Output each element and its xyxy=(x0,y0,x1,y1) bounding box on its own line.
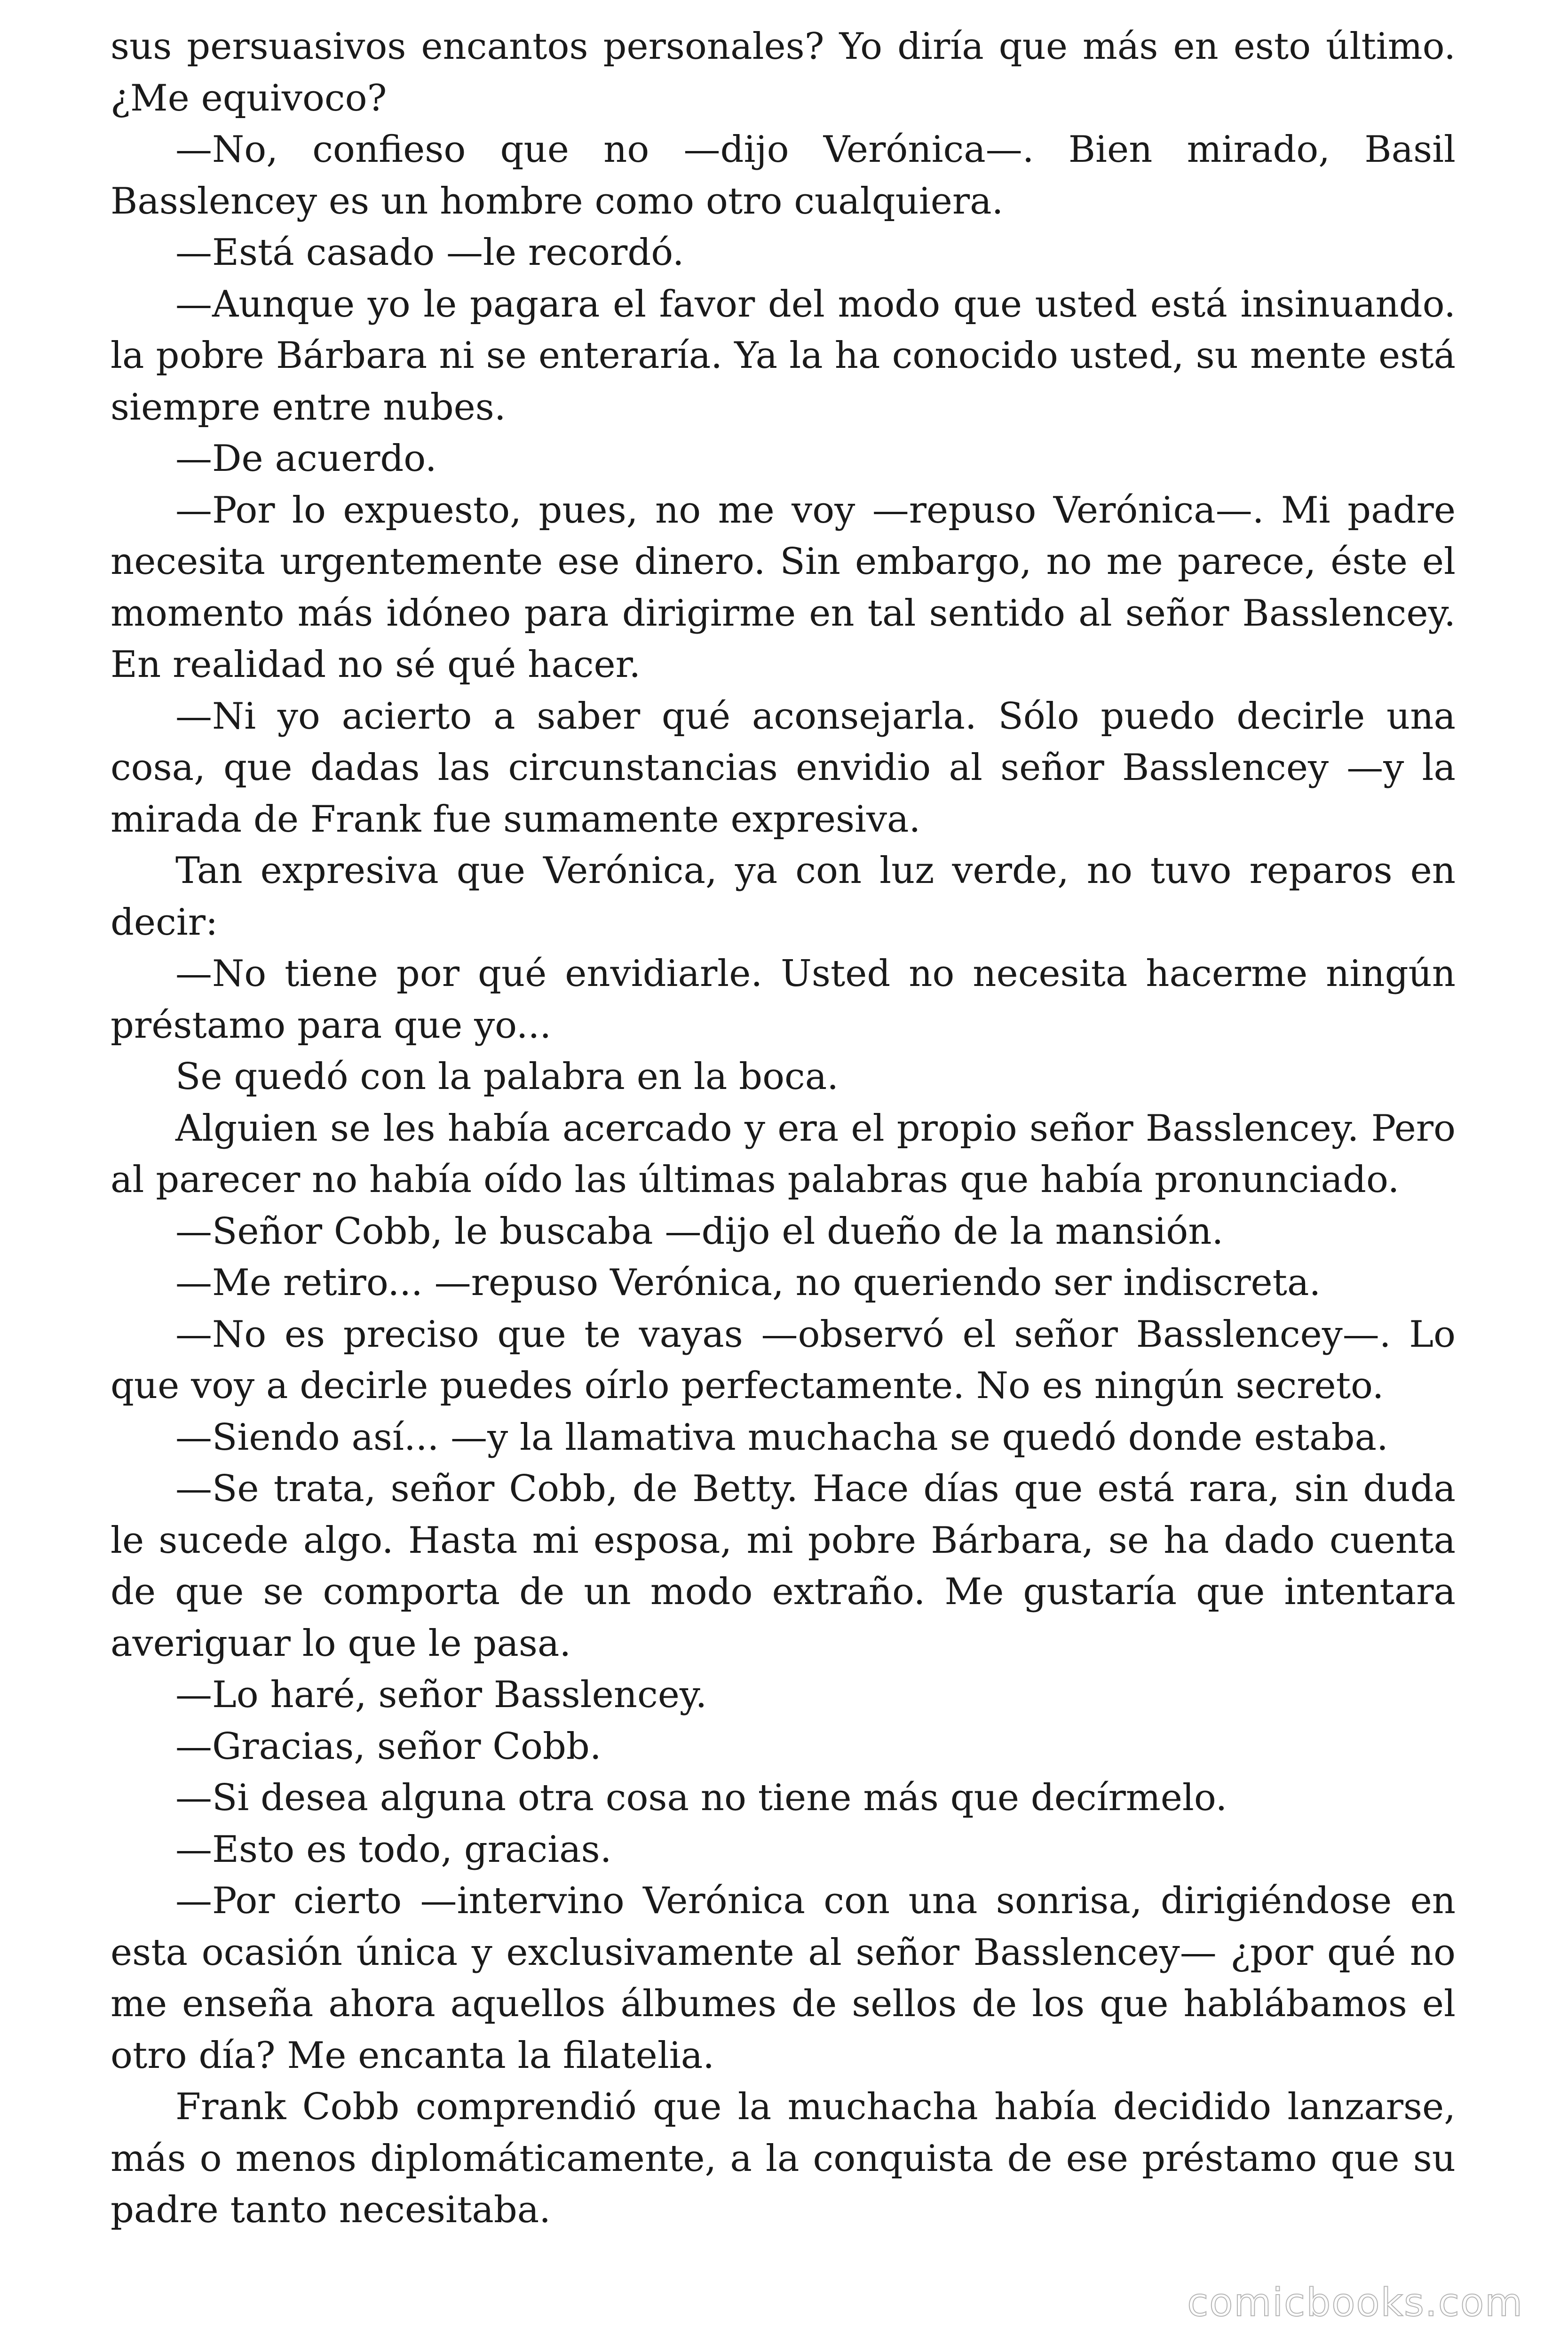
paragraph: —Si desea alguna otra cosa no tiene más que decírmelo. xyxy=(175,1777,1227,1819)
paragraph: —De acuerdo. xyxy=(175,437,437,480)
paragraph: —Lo haré, señor Basslencey. xyxy=(175,1674,707,1716)
paragraph: —No tiene por qué envidiarle. Usted no necesita hacerme ningún préstamo para que yo... xyxy=(111,953,1456,1047)
paragraph: sus persuasivos encantos personales? Yo diría que más en esto último. ¿Me equivoco? xyxy=(111,25,1456,119)
paragraph: —Se trata, señor Cobb, de Betty. Hace días que está rara, sin duda le sucede algo. Hasta mi esposa, mi pobre Bárbara, se ha dado cuenta de que se comporta de un modo extraño. Me gustaría que intentara averiguar lo que le pasa. xyxy=(111,1468,1456,1665)
paragraph: —Siendo así... —y la llamativa muchacha se quedó donde estaba. xyxy=(175,1416,1388,1459)
paragraph: Alguien se les había acercado y era el propio señor Basslencey. Pero al parecer no había oído las últimas palabras que había pronunciado. xyxy=(111,1107,1456,1201)
paragraph: —Está casado —le recordó. xyxy=(175,231,684,274)
paragraph: Se quedó con la palabra en la boca. xyxy=(175,1056,839,1098)
paragraph: —Gracias, señor Cobb. xyxy=(175,1725,602,1768)
paragraph: —Por cierto —intervino Verónica con una sonrisa, dirigiéndose en esta ocasión única y exclusivamente al señor Basslencey— ¿por qué no me enseña ahora aquellos álbumes de sellos de los que hablábamos el otro día? Me encanta la filatelia. xyxy=(111,1880,1456,2077)
paragraph: —Esto es todo, gracias. xyxy=(175,1828,612,1871)
page-text xyxy=(111,21,1456,2236)
watermark: comicbooks.com xyxy=(1187,2280,1523,2325)
paragraph: Tan expresiva que Verónica, ya con luz verde, no tuvo reparos en decir: xyxy=(111,850,1456,944)
paragraph: —Me retiro... —repuso Verónica, no queriendo ser indiscreta. xyxy=(175,1262,1321,1304)
paragraph: Frank Cobb comprendió que la muchacha había decidido lanzarse, más o menos diplomáticamente, a la conquista de ese préstamo que su padre tanto necesitaba. xyxy=(111,2086,1456,2231)
paragraph: —Ni yo acierto a saber qué aconsejarla. Sólo puedo decirle una cosa, que dadas las circunstancias envidio al señor Basslencey —y la mirada de Frank fue sumamente expresiva. xyxy=(111,695,1456,841)
paragraph: —Aunque yo le pagara el favor del modo que usted está insinuando. la pobre Bárbara ni se enteraría. Ya la ha conocido usted, su mente está siempre entre nubes. xyxy=(111,283,1456,429)
paragraph: —Señor Cobb, le buscaba —dijo el dueño de la mansión. xyxy=(175,1210,1224,1253)
paragraph: —Por lo expuesto, pues, no me voy —repuso Verónica—. Mi padre necesita urgentemente ese dinero. Sin embargo, no me parece, éste el momento más idóneo para dirigirme en tal sentido al señor Basslencey. En realidad no sé qué hacer. xyxy=(111,489,1456,686)
paragraph: —No es preciso que te vayas —observó el señor Basslencey—. Lo que voy a decirle puedes oírlo perfectamente. No es ningún secreto. xyxy=(111,1313,1456,1407)
paragraph: —No, confieso que no —dijo Verónica—. Bien mirado, Basil Basslencey es un hombre como otro cualquiera. xyxy=(111,128,1456,222)
